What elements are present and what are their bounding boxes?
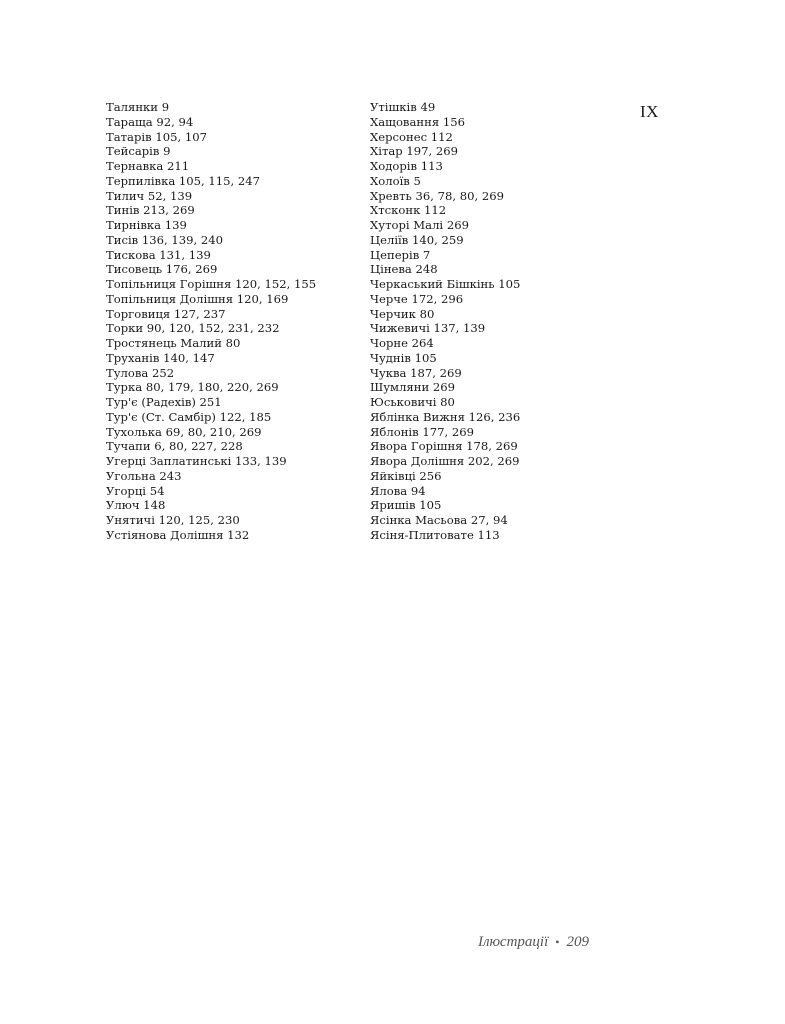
index-entry: Ходорів 113 (370, 159, 443, 173)
index-entry: Торговиця 127, 237 (106, 306, 226, 321)
index-entry: Хащовання 156 (370, 114, 465, 129)
index-entry: Яблонів 177, 269 (370, 424, 474, 439)
index-entry: Ясіня-Плитовате 113 (370, 527, 500, 542)
index-entry: Яришів 105 (370, 498, 442, 513)
index-entry: Тейсарів 9 (106, 144, 171, 159)
index-entry: Топільниця Горішня 120, 152, 155 (106, 277, 317, 291)
index-column-right (370, 100, 520, 543)
index-entry: Холоїв 5 (370, 173, 421, 188)
index-entry: Тисовець 176, 269 (106, 262, 218, 277)
footer-separator: • (555, 935, 560, 949)
index-entry: Тучапи 6, 80, 227, 228 (106, 439, 243, 454)
index-entry: Татарів 105, 107 (106, 129, 207, 144)
index-entry: Тискова 131, 139 (106, 247, 211, 262)
index-entry: Тисів 136, 139, 240 (106, 232, 224, 247)
index-entry: Торки 90, 120, 152, 231, 232 (106, 321, 280, 336)
index-entry: Яйківці 256 (370, 468, 442, 483)
index-column-left (106, 100, 316, 543)
index-entry: Черкаський Бішкінь 105 (370, 277, 521, 291)
chapter-marker: IX (640, 102, 659, 121)
index-entry: Хревть 36, 78, 80, 269 (370, 188, 504, 203)
index-entry: Целіїв 140, 259 (370, 232, 464, 247)
index-entry: Чижевичі 137, 139 (370, 321, 486, 336)
index-entry: Тирнівка 139 (106, 218, 187, 232)
footer-section-title: Ілюстрації (478, 934, 549, 950)
index-entry: Шумляни 269 (370, 380, 456, 395)
index-entry: Турка 80, 179, 180, 220, 269 (106, 380, 279, 395)
index-entry: Устіянова Долішня 132 (106, 527, 250, 542)
index-entry: Явора Горішня 178, 269 (370, 439, 518, 454)
index-entry: Таращa 92, 94 (106, 114, 194, 129)
index-entry: Тилич 52, 139 (106, 188, 193, 203)
index-entry: Тинів 213, 269 (106, 203, 195, 218)
index-entry: Угерці Заплатинські 133, 139 (106, 454, 287, 468)
index-entry: Топільниця Долішня 120, 169 (106, 291, 289, 306)
index-entry: Ясінка Масьова 27, 94 (370, 513, 508, 527)
index-entry: Унятичі 120, 125, 230 (106, 513, 240, 527)
index-entry: Черче 172, 296 (370, 291, 464, 306)
index-entry: Чуднів 105 (370, 350, 437, 365)
index-entry: Угорці 54 (106, 483, 165, 498)
index-entry: Явора Долішня 202, 269 (370, 454, 520, 468)
index-entry: Тур'є (Радехів) 251 (106, 395, 222, 409)
index-entry: Хітар 197, 269 (370, 144, 459, 159)
index-entry: Юськовичі 80 (370, 395, 455, 409)
index-entry: Угольна 243 (106, 468, 182, 483)
index-entry: Улюч 148 (106, 498, 166, 513)
index-entry: Чуква 187, 269 (370, 365, 462, 380)
page-footer (478, 934, 589, 951)
index-entry: Цінева 248 (370, 262, 438, 277)
index-entry: Труханів 140, 147 (106, 350, 215, 365)
index-entry: Тернавка 211 (106, 159, 190, 173)
index-entry: Тур'є (Ст. Самбір) 122, 185 (106, 409, 272, 424)
index-entry: Тулова 252 (106, 365, 175, 380)
index-entry: Утішків 49 (370, 100, 436, 114)
index-entry: Тухолька 69, 80, 210, 269 (106, 424, 262, 439)
index-entry: Яблінка Вижня 126, 236 (370, 409, 521, 424)
index-entry: Тростянець Малий 80 (106, 336, 241, 350)
index-entry: Талянки 9 (106, 100, 170, 114)
index-entry: Херсонес 112 (370, 129, 453, 144)
index-entry: Цеперів 7 (370, 247, 431, 262)
page-number: 209 (566, 934, 589, 950)
index-entry: Хтсконк 112 (370, 203, 447, 218)
index-entry: Черчик 80 (370, 306, 435, 321)
index-entry: Ялова 94 (370, 483, 426, 498)
index-entry: Хуторі Малі 269 (370, 218, 469, 232)
index-entry: Чорне 264 (370, 336, 434, 350)
index-entry: Терпилівка 105, 115, 247 (106, 173, 261, 188)
